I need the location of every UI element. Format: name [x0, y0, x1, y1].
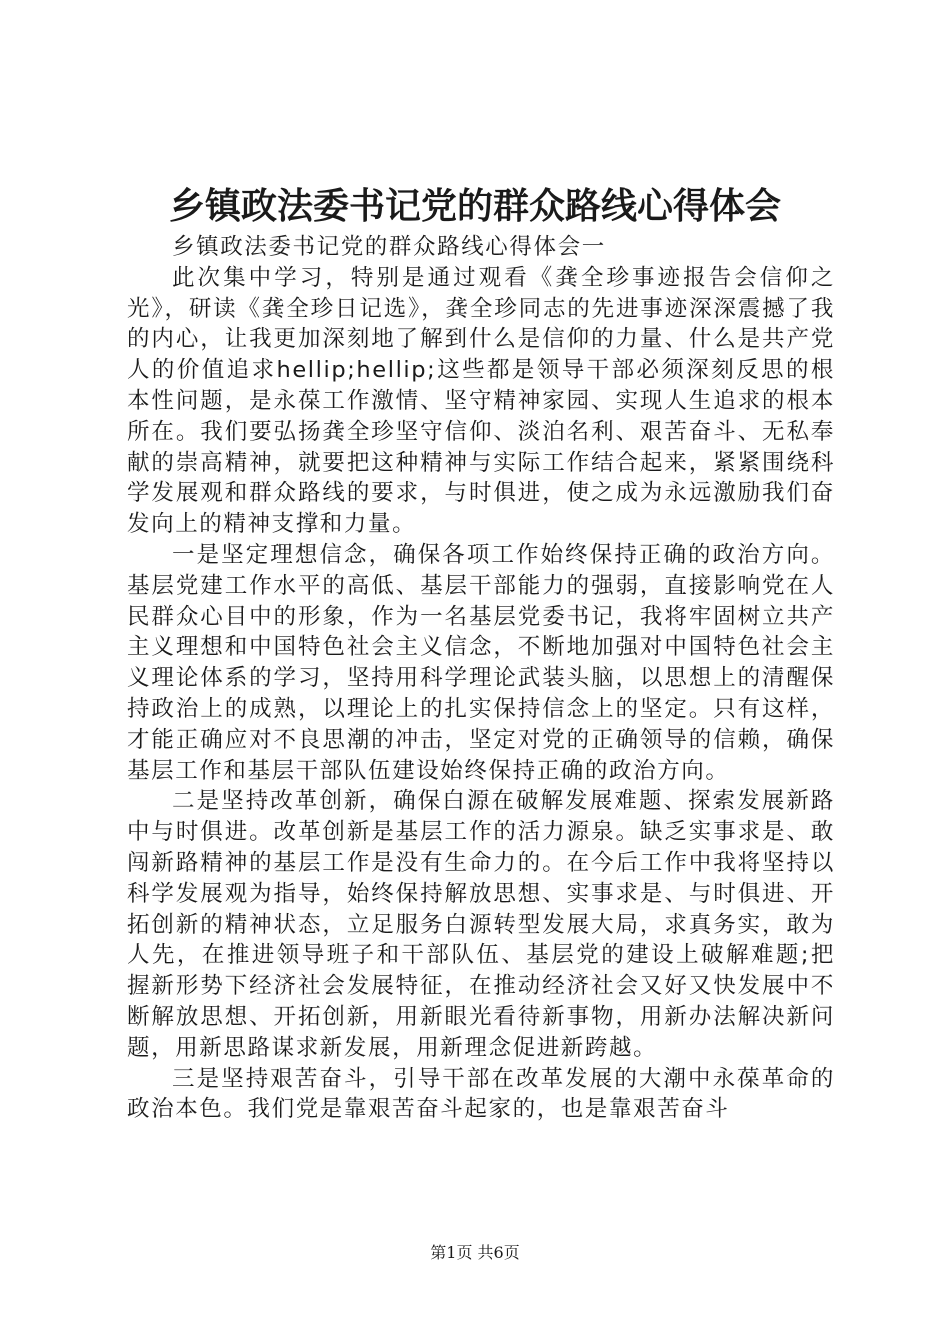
paragraph: 二是坚持改革创新，确保白源在破解发展难题、探索发展新路中与时俱进。改革创新是基层工作的活力源泉。缺乏实事求是、敢闯新路精神的基层工作是没有生命力的。在今后工作中我将坚持以科学发展观为指导，始终保持解放思想、实事求是、与时俱进、开拓创新的精神状态，立足服务白源转型发展大局，求真务实，敢为人先，在推进领导班子和干部队伍、基层党的建设上破解难题;把握新形势下经济社会发展特征，在推动经济社会又好又快发展中不断解放思想、开拓创新，用新眼光看待新事物，用新办法解决新问题，用新思路谋求新发展，用新理念促进新跨越。 [127, 788, 835, 1061]
document-title: 乡镇政法委书记党的群众路线心得体会 [168, 186, 781, 227]
paragraph: 三是坚持艰苦奋斗，引导干部在改革发展的大潮中永葆革命的政治本色。我们党是靠艰苦奋斗起家的，也是靠艰苦奋斗 [127, 1065, 835, 1123]
paragraph: 此次集中学习，特别是通过观看《龚全珍事迹报告会信仰之光》，研读《龚全珍日记选》，龚全珍同志的先进事迹深深震撼了我的内心，让我更加深刻地了解到什么是信仰的力量、什么是共产党人的价值追求hellip;hellip;这些都是领导干部必须深刻反思的根本性问题，是永葆工作激情、坚守精神家园、实现人生追求的根本所在。我们要弘扬龚全珍坚守信仰、淡泊名利、艰苦奋斗、无私奉献的崇高精神，就要把这种精神与实际工作结合起来，紧紧围绕科学发展观和群众路线的要求，与时俱进，使之成为永远激励我们奋发向上的精神支撑和力量。 [127, 264, 835, 538]
paragraph: 一是坚定理想信念，确保各项工作始终保持正确的政治方向。基层党建工作水平的高低、基层干部能力的强弱，直接影响党在人民群众心目中的形象，作为一名基层党委书记，我将牢固树立共产主义理想和中国特色社会主义信念，不断地加强对中国特色社会主义理论体系的学习，坚持用科学理论武装头脑，以思想上的清醒保持政治上的成熟，以理论上的扎实保持信念上的坚定。只有这样，才能正确应对不良思潮的冲击，坚定对党的正确领导的信赖，确保基层工作和基层干部队伍建设始终保持正确的政治方向。 [127, 541, 835, 784]
page-number-footer: 第1页 共6页 [430, 1243, 520, 1262]
paragraph-subtitle: 乡镇政法委书记党的群众路线心得体会一 [172, 234, 606, 260]
document-body [127, 232, 835, 1125]
